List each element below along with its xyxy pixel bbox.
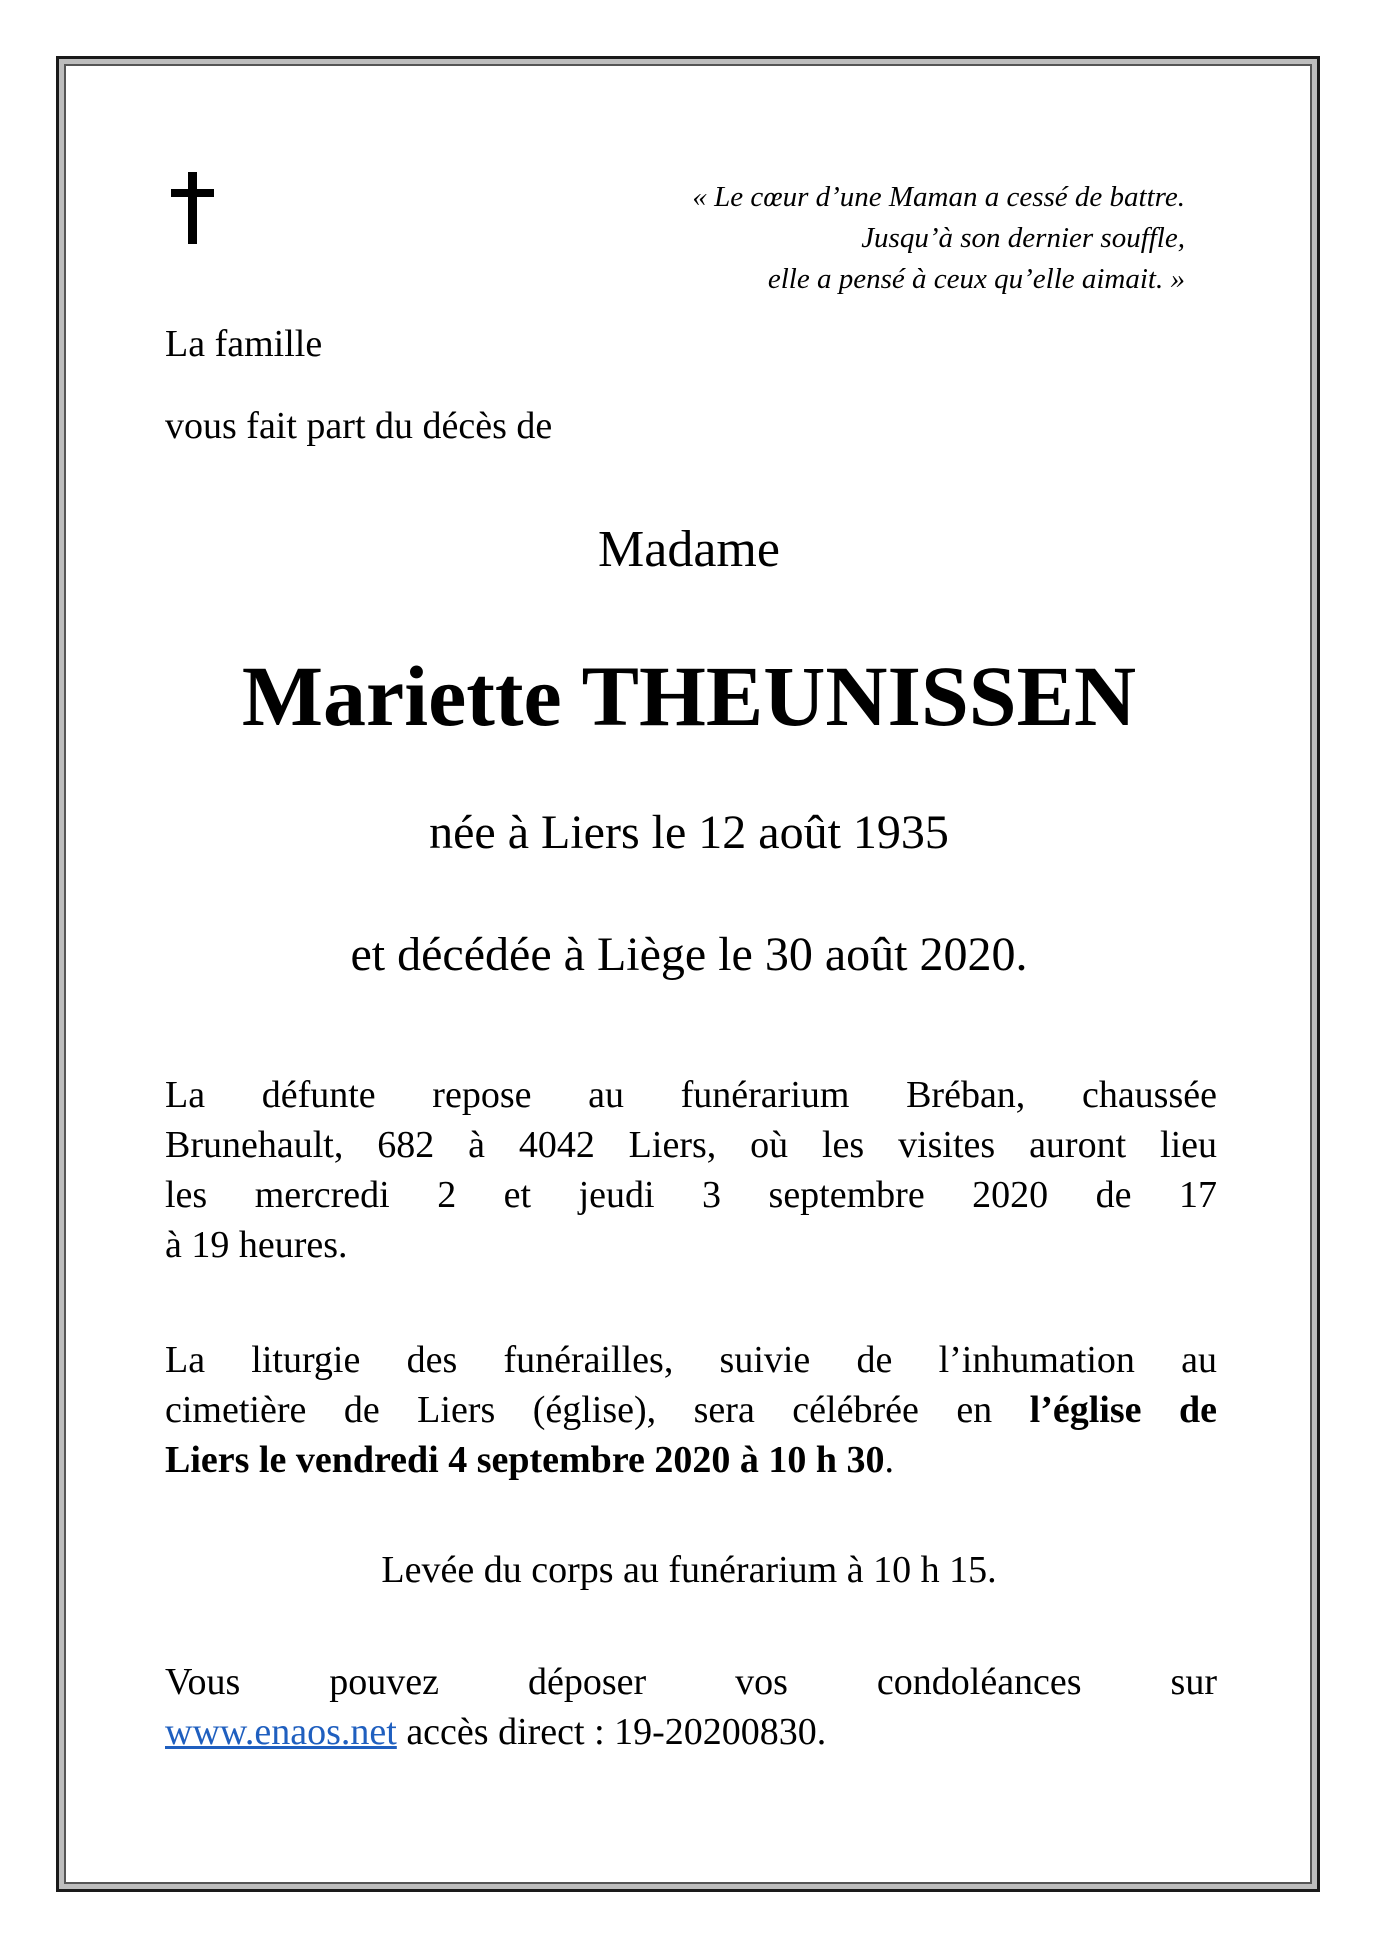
- paragraph-line: La liturgie des funérailles, suivie de l’inhumation au: [165, 1339, 1217, 1381]
- liturgy-paragraph: [165, 1335, 1217, 1485]
- visitation-paragraph: [165, 1070, 1217, 1270]
- deceased-name: Mariette THEUNISSEN: [241, 648, 1137, 744]
- paragraph-line: les mercredi 2 et jeudi 3 septembre 2020 de 17: [165, 1174, 1217, 1216]
- cross-icon: [168, 172, 218, 244]
- quote-line: Jusqu’à son dernier souffle,: [861, 222, 1185, 254]
- paragraph-line: [165, 1435, 1217, 1485]
- birth-info: née à Liers le 12 août 1935: [429, 806, 949, 859]
- liturgy-period: .: [884, 1439, 894, 1481]
- death-info: et décédée à Liège le 30 août 2020.: [350, 928, 1028, 981]
- epitaph-quote: [692, 177, 1185, 300]
- deceased-title: Madame: [598, 521, 780, 578]
- paragraph-line: Brunehault, 682 à 4042 Liers, où les visites auront lieu: [165, 1124, 1217, 1166]
- paragraph-line: [165, 1707, 1217, 1757]
- intro-family: La famille: [165, 323, 323, 365]
- levee-info: Levée du corps au funérarium à 10 h 15.: [381, 1549, 997, 1591]
- paragraph-line: [165, 1385, 1217, 1435]
- paragraph-line: Vous pouvez déposer vos condoléances sur: [165, 1661, 1217, 1703]
- intro-announcement: vous fait part du décès de: [165, 405, 553, 447]
- liturgy-emphasis: l’église de: [1029, 1389, 1217, 1431]
- paragraph-line: à 19 heures.: [165, 1224, 348, 1266]
- condolences-link[interactable]: www.enaos.net: [165, 1711, 397, 1753]
- liturgy-text: cimetière de Liers (église), sera célébrée en: [165, 1389, 993, 1431]
- quote-line: « Le cœur d’une Maman a cessé de battre.: [692, 181, 1185, 213]
- quote-line: elle a pensé à ceux qu’elle aimait. »: [767, 263, 1185, 295]
- paragraph-line: La défunte repose au funérarium Bréban, chaussée: [165, 1074, 1217, 1116]
- condolences-paragraph: [165, 1657, 1217, 1757]
- liturgy-emphasis: Liers le vendredi 4 septembre 2020 à 10 h 30: [165, 1439, 885, 1481]
- access-code: accès direct : 19-20200830.: [396, 1711, 827, 1753]
